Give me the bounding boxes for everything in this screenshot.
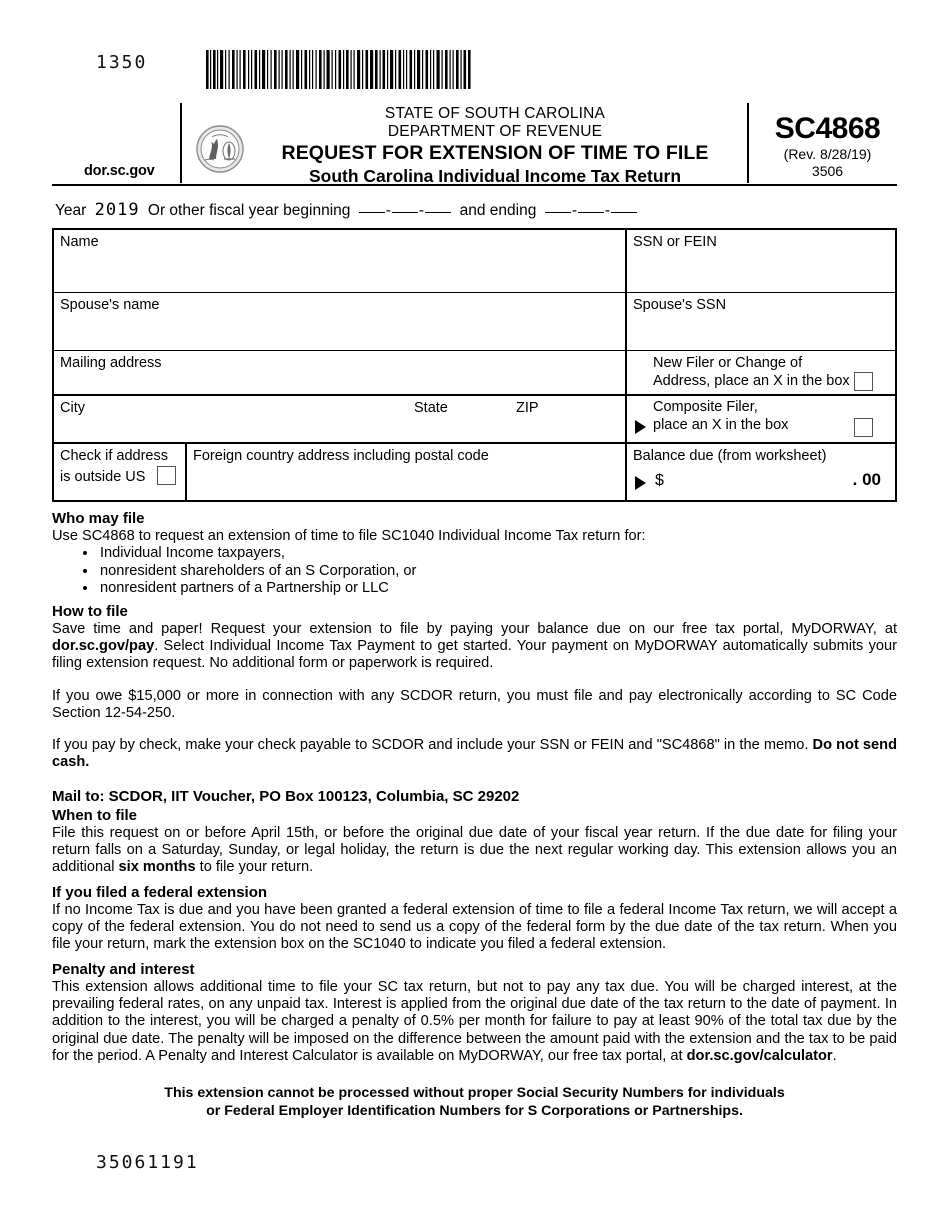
penalty-and-interest-paragraph [52,979,897,1065]
taxpayer-info-table [52,228,897,502]
six-months-emphasis: six months [118,859,196,876]
how-to-file-p1-part-b: . Select Individual Income Tax Payment to get started. Your payment on MyDORWAY automatically submits your filing extension request. No additional form or paperwork is required. [52,638,897,672]
footer-notice-line2: or Federal Employer Identification Numbers for S Corporations or Partnerships. [206,1102,743,1119]
spouse-name-field[interactable] [54,293,625,350]
spouse-name-label: Spouse's name [60,297,160,313]
when-to-file-paragraph [52,825,897,877]
list-item: • nonresident partners of a Partnership or LLC [98,580,897,597]
when-to-file-section [52,807,897,877]
address-outside-us-field[interactable] [54,444,185,500]
when-to-file-part-b: to file your return. [195,859,314,876]
who-may-file-list [52,545,897,597]
outside-us-label-line2-row [54,465,185,486]
header-divider-left [180,103,182,183]
balance-due-label: Balance due (from worksheet) [633,448,827,464]
how-to-file-paragraph-2: If you owe $15,000 or more in connection with any SCDOR return, you must file and pay electronically according to SC Code Section 12-54-250. [52,687,897,721]
composite-label-line2: place an X in the box [653,417,789,433]
form-code-block [755,112,900,180]
ssn-or-fein-label: SSN or FEIN [633,234,717,250]
list-item: • Individual Income taxpayers, [98,545,897,562]
composite-filer-checkbox[interactable] [854,418,873,437]
new-filer-checkbox[interactable] [854,372,873,391]
fiscal-begin-field[interactable]: - - [355,202,460,219]
how-to-file-paragraph-1 [52,621,897,673]
foreign-address-label: Foreign country address including postal code [193,448,489,464]
new-filer-label-line1: New Filer or Change of [653,355,803,371]
form-revision: (Rev. 8/28/19) [783,146,872,162]
mailing-address-field[interactable] [54,351,625,394]
balance-due-row[interactable] [627,444,895,500]
foreign-address-field[interactable] [187,444,625,500]
and-ending-label: and ending [459,202,537,219]
spouse-ssn-field[interactable] [627,293,895,350]
form-code: SC4868 [774,112,881,145]
form-subtitle: South Carolina Individual Income Tax Return [308,166,682,186]
fiscal-end-field[interactable]: - - [541,202,637,219]
city-field[interactable] [54,396,625,442]
how-to-file-p1-part-a: Save time and paper! Request your extension to file by paying your balance due on our free tax portal, MyDORWAY, at [52,621,897,637]
new-filer-row[interactable] [627,351,895,394]
name-field[interactable] [54,230,625,292]
composite-label-line1: Composite Filer, [653,399,758,415]
form-title: REQUEST FOR EXTENSION OF TIME TO FILE [281,142,709,164]
new-filer-label-line2: Address, place an X in the box [653,373,850,389]
city-label: City [60,400,85,416]
who-may-file-section [52,510,897,597]
fiscal-year-text: Or other fiscal year beginning [147,202,351,219]
how-to-file-paragraph-3 [52,737,897,771]
header-divider-right [747,103,749,183]
mydorway-pay-link[interactable]: dor.sc.gov/pay [52,638,155,655]
form-number-left: 1350 [96,52,148,73]
cents-suffix: . 00 [852,470,881,489]
state-line: STATE OF SOUTH CAROLINA [384,105,606,122]
year-label: Year [55,202,87,219]
do-not-send-cash: Do not send cash. [52,737,897,771]
outside-us-checkbox[interactable] [157,466,176,485]
state-seal-icon [196,125,244,173]
name-label: Name [60,234,99,250]
header-title-block [250,105,740,187]
tax-year-line [55,200,637,220]
how-to-file-heading: How to file [52,603,128,620]
when-to-file-heading: When to file [52,807,137,824]
footer-notice-line1: This extension cannot be processed without proper Social Security Numbers for individuals [164,1085,785,1101]
bottom-form-number: 35061191 [96,1152,199,1173]
ssn-or-fein-field[interactable] [627,230,895,292]
how-to-file-p3-part-a: If you pay by check, make your check payable to SCDOR and include your SSN or FEIN and "SC4868" in the memo. [52,737,813,754]
outside-us-label-line2: is outside US [60,469,146,485]
who-may-file-heading: Who may file [52,510,145,527]
list-item: • nonresident shareholders of an S Corporation, or [98,563,897,580]
penalty-part-a: This extension allows additional time to file your SC tax return, but not to pay any tax due. You will be charged interest, at the prevailing federal rates, on any unpaid tax. Interest is applied from the original due date of the tax return to the date of payment. In addition to the interest, you will be charged a penalty of 0.5% per month for failure to pay at least 90% of the total tax due by the original due date. The penalty will be imposed on the difference between the amount paid with the extension and the tax to be paid for the period. A Penalty and Interest Calculator is available on MyDORWAY, our free tax portal, at [52,979,897,1064]
spouse-ssn-label: Spouse's SSN [633,297,727,313]
department-line: DEPARTMENT OF REVENUE [387,123,603,140]
agency-website: dor.sc.gov [84,163,155,179]
penalty-part-b: . [832,1047,837,1064]
footer-notice [52,1085,897,1120]
outside-us-label-line1: Check if address [60,448,168,464]
how-to-file-section [52,603,897,806]
dollar-sign: $ [655,472,664,489]
state-label: State [414,400,448,416]
calculator-link[interactable]: dor.sc.gov/calculator [686,1047,833,1064]
federal-extension-section [52,884,897,954]
barcode [205,50,472,89]
year-value: 2019 [94,200,140,220]
form-id: 3506 [811,163,844,179]
federal-extension-paragraph: If no Income Tax is due and you have been granted a federal extension of time to file a federal Income Tax return, we will accept a copy of the federal extension. You do not need to send us a copy of the federal form by the due date of the tax return. When you file your return, mark the extension box on the SC1040 to indicate you filed a federal extension. [52,902,897,953]
federal-extension-heading: If you filed a federal extension [52,884,268,901]
mail-to-line: Mail to: SCDOR, IIT Voucher, PO Box 100123, Columbia, SC 29202 [52,788,520,806]
when-to-file-part-a: File this request on or before April 15th, or before the original due date of your fiscal year return. If the due date for filing your return falls on a Saturday, Sunday, or legal holiday, the return is due the next regular working day. This extension allows you an additional [52,825,897,876]
penalty-and-interest-section [52,961,897,1065]
composite-filer-row[interactable] [627,396,895,442]
mailing-address-label: Mailing address [60,355,162,371]
balance-due-arrow-icon [635,476,646,490]
who-may-file-intro: Use SC4868 to request an extension of time to file SC1040 Individual Income Tax return for: [52,528,646,544]
composite-arrow-icon [635,420,646,434]
penalty-and-interest-heading: Penalty and interest [52,961,195,978]
zip-label: ZIP [516,400,539,416]
